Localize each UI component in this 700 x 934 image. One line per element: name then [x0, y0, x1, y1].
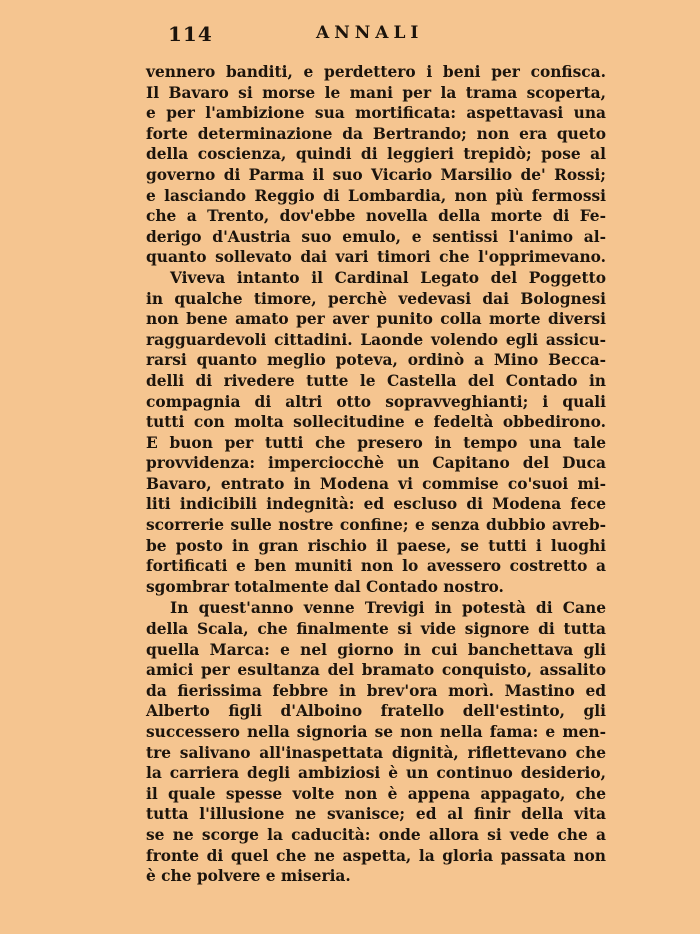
- text-line: Bavaro, entrato in Modena vi commise co'suoi mi-: [146, 474, 606, 493]
- text-line: Alberto figli d'Alboino fratello dell'estinto, gli: [146, 702, 606, 721]
- text-line: non bene amato per aver punito colla morte diversi: [146, 310, 606, 329]
- text-line: tutti con molta sollecitudine e fedeltà obbedirono.: [146, 413, 606, 432]
- text-line: la carriera degli ambiziosi è un continuo desiderio,: [146, 764, 606, 783]
- page-number: 114: [168, 22, 213, 46]
- text-line: sgombrar totalmente dal Contado nostro.: [146, 577, 504, 596]
- paragraph-3: [146, 598, 606, 886]
- text-line: tre salivano all'inaspettata dignità, riflettevano che: [146, 743, 606, 762]
- text-line: E buon per tutti che presero in tempo una tale: [146, 433, 606, 452]
- text-line: da fierissima febbre in brev'ora morì. Mastino ed: [146, 681, 606, 700]
- paragraph-1: [146, 62, 606, 268]
- text-line: Il Bavaro si morse le mani per la trama scoperta,: [146, 83, 606, 102]
- text-line: fortificati e ben muniti non lo avessero costretto a: [146, 557, 606, 576]
- page-header: [168, 22, 608, 46]
- text-line: liti indicibili indegnità: ed escluso di Modena fece: [146, 495, 606, 514]
- text-line: In quest'anno venne Trevigi in potestà di Cane: [170, 599, 606, 618]
- text-line: se ne scorge la caducità: onde allora si vede che a: [146, 825, 606, 844]
- paragraph-2: [146, 268, 606, 598]
- text-line: forte determinazione da Bertrando; non era queto: [146, 124, 606, 143]
- running-title: ANNALI: [316, 23, 424, 43]
- text-line: Viveva intanto il Cardinal Legato del Poggetto: [170, 268, 606, 287]
- text-line: tutta l'illusione ne svanisce; ed al finir della vita: [146, 805, 606, 824]
- text-line: scorrerie sulle nostre confine; e senza dubbio avreb-: [146, 516, 606, 535]
- text-line: be posto in gran rischio il paese, se tutti i luoghi: [146, 536, 606, 555]
- text-line: governo di Parma il suo Vicario Marsilio de' Rossi;: [146, 165, 606, 184]
- text-line: rarsi quanto meglio poteva, ordinò a Mino Becca-: [146, 351, 606, 370]
- text-line: fronte di quel che ne aspetta, la gloria passata non: [146, 846, 606, 865]
- text-line: il quale spesse volte non è appena appagato, che: [146, 784, 606, 803]
- text-line: che a Trento, dov'ebbe novella della morte di Fe-: [146, 207, 606, 226]
- text-line: provvidenza: imperciocchè un Capitano del Duca: [146, 454, 606, 473]
- text-line: ragguardevoli cittadini. Laonde volendo egli assicu-: [146, 330, 606, 349]
- body-text: [146, 62, 606, 887]
- text-line: è che polvere e miseria.: [146, 867, 351, 886]
- text-line: e per l'ambizione sua mortificata: aspettavasi una: [146, 104, 606, 123]
- text-line: quanto sollevato dai vari timori che l'opprimevano.: [146, 248, 606, 267]
- text-line: in qualche timore, perchè vedevasi dai Bolognesi: [146, 289, 606, 308]
- text-line: amici per esultanza del bramato conquisto, assalito: [146, 661, 606, 680]
- text-line: della Scala, che finalmente si vide signore di tutta: [146, 620, 606, 639]
- text-line: della coscienza, quindi di leggieri trepidò; pose al: [146, 145, 606, 164]
- text-line: quella Marca: e nel giorno in cui banchettava gli: [146, 640, 606, 659]
- text-line: delli di rivedere tutte le Castella del Contado in: [146, 371, 606, 390]
- text-line: successero nella signoria se non nella fama: e men-: [146, 723, 606, 741]
- text-line: e lasciando Reggio di Lombardia, non più fermossi: [146, 186, 606, 205]
- text-line: vennero banditi, e perdettero i beni per confisca.: [146, 63, 606, 81]
- text-line: derigo d'Austria suo emulo, e sentissi l'animo al-: [146, 227, 606, 246]
- text-line: compagnia di altri otto sopravveghianti; i quali: [146, 392, 606, 411]
